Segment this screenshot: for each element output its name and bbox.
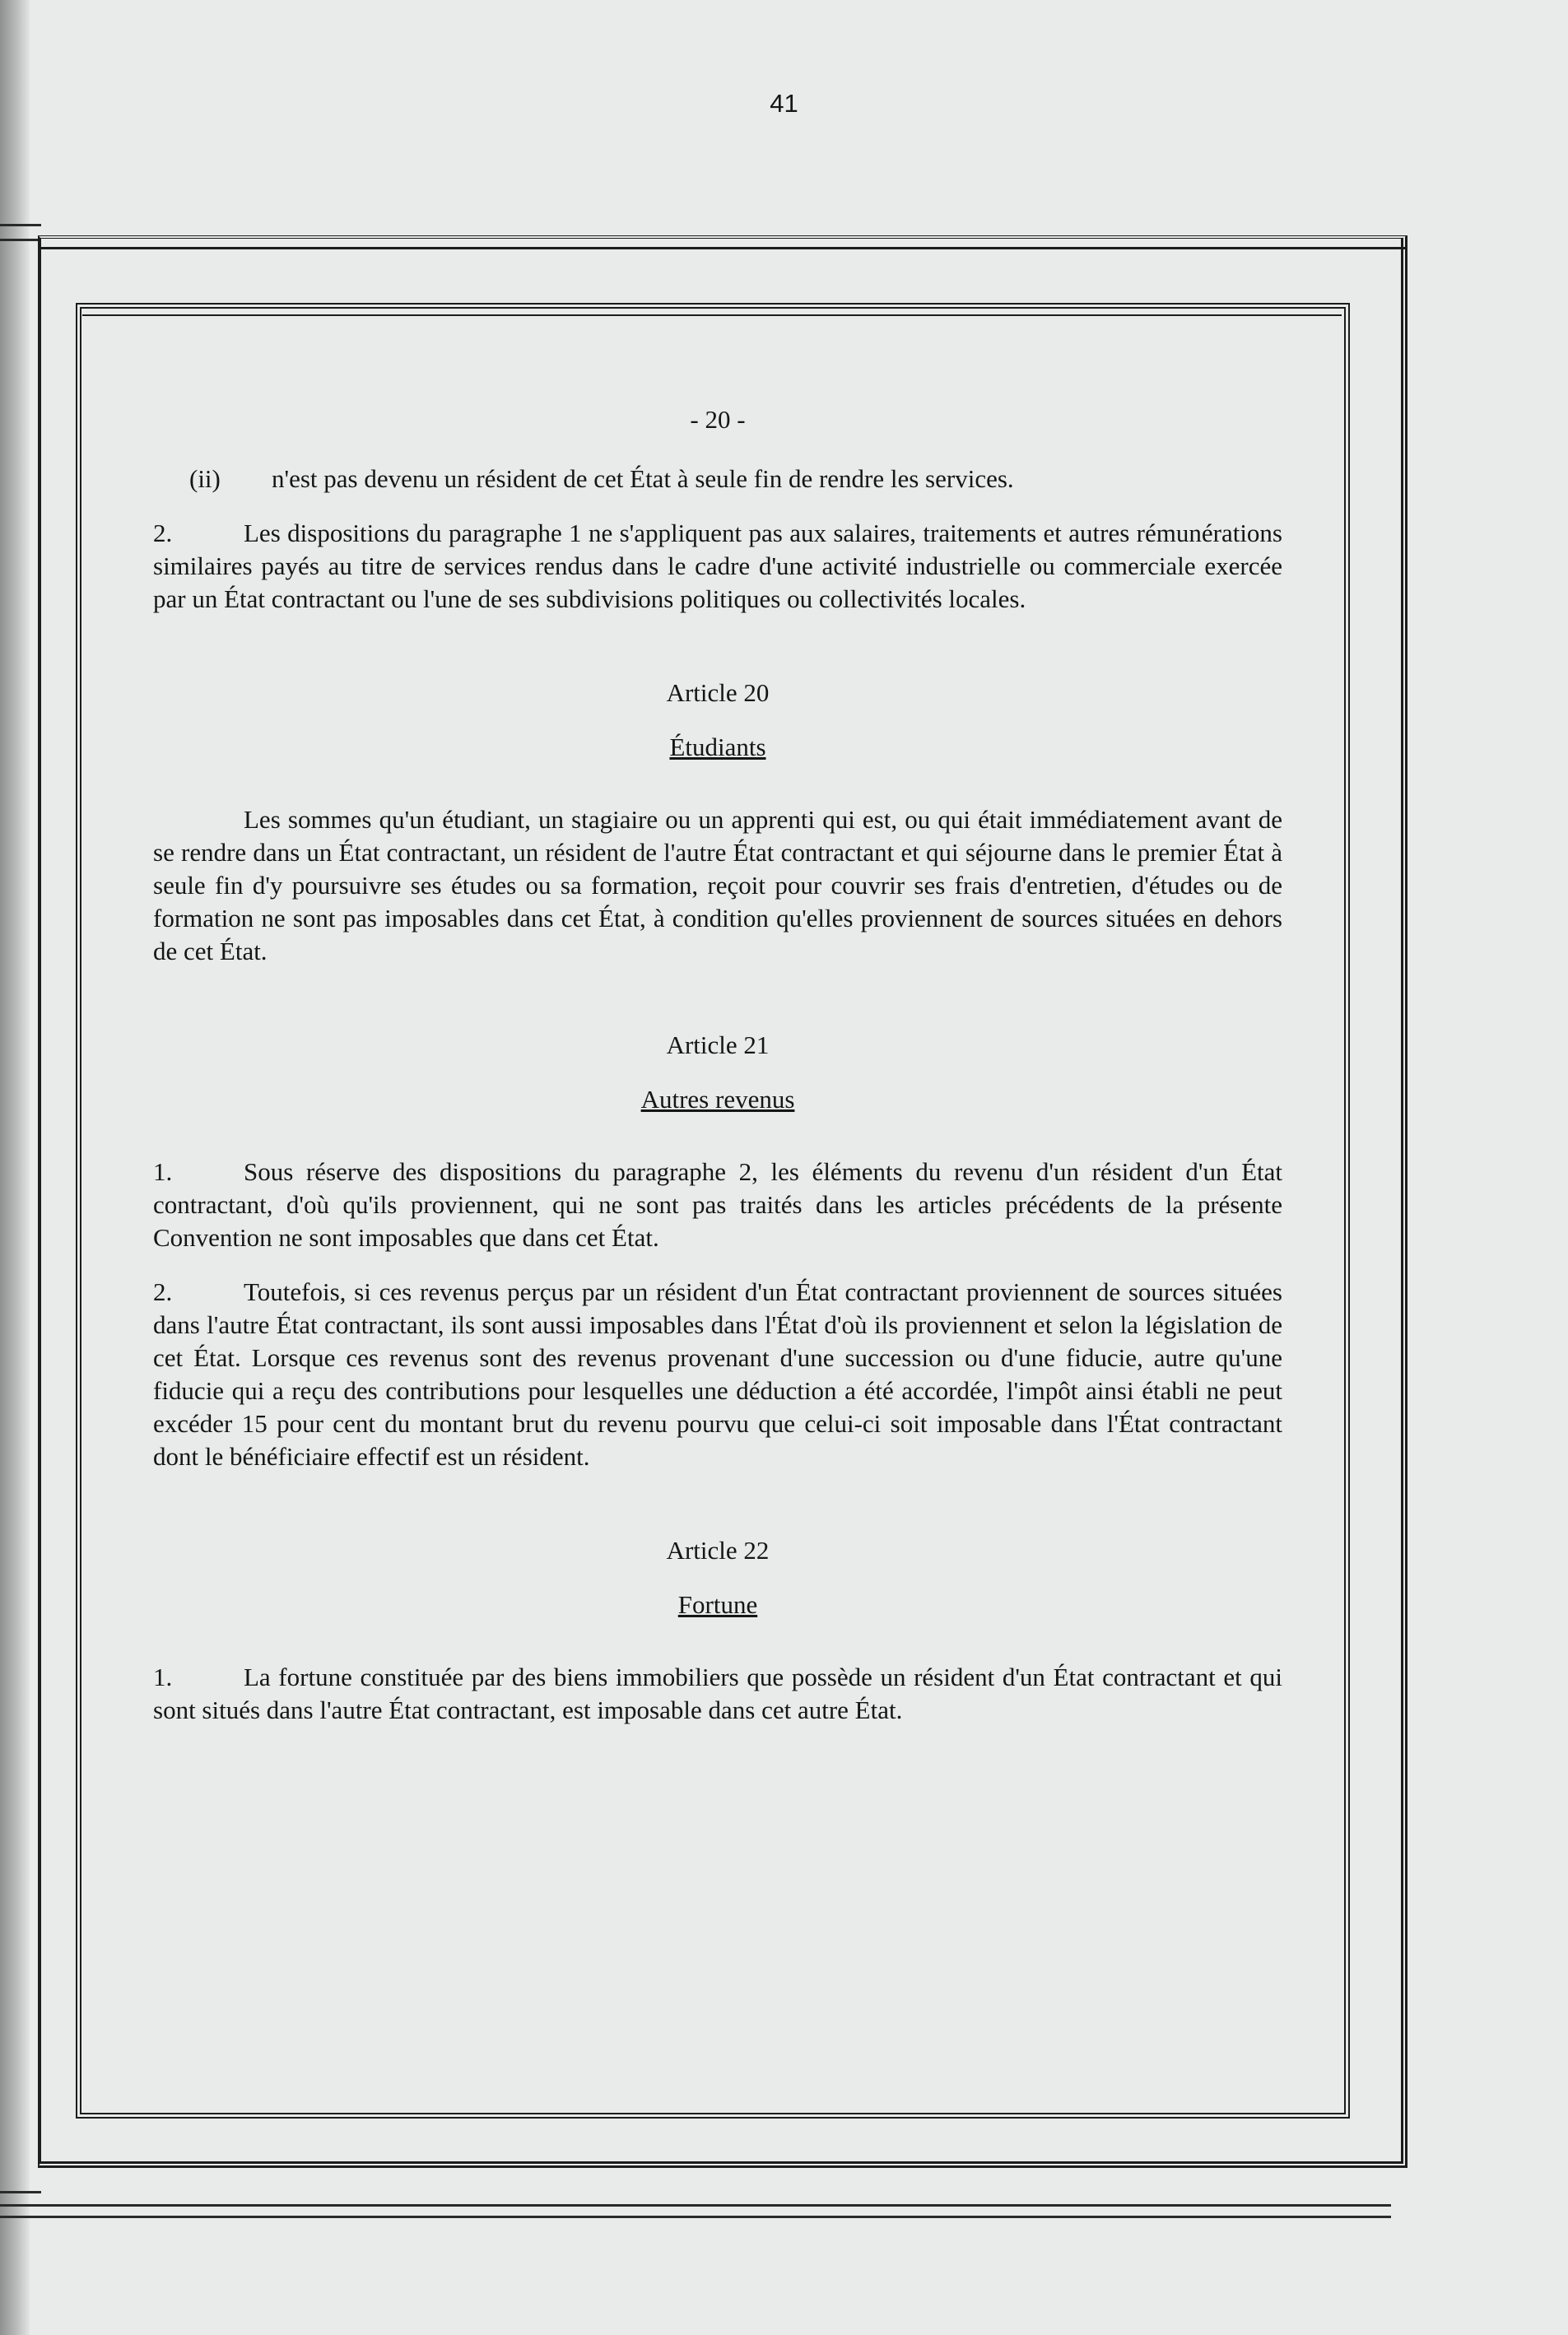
paragraph-text: Les sommes qu'un étudiant, un stagiaire ou un apprenti qui est, ou qui était immédiatement avant de se rendre dans un État contractant, un résident de l'autre État contractant et qui séjourne dans le premier État à seule fin d'y poursuivre ses études ou sa formation, reçoit pour couvrir ses frais d'entretien, d'études ou de formation ne sont pas imposables dans cet État, à condition qu'elles proviennent de sources situées en dehors de cet État. — [153, 805, 1282, 965]
binding-rule — [0, 2216, 1391, 2218]
paragraph-text: Les dispositions du paragraphe 1 ne s'appliquent pas aux salaires, traitements et autres rémunérations similaires payés au titre de services rendus dans le cadre d'une activité industrielle ou commerciale exercée par un État contractant ou l'une de ses subdivisions politiques ou collectivités locales. — [153, 519, 1282, 613]
paragraph-text: Toutefois, si ces revenus perçus par un résident d'un État contractant proviennent de sources situées dans l'autre État contractant, ils sont aussi imposables dans l'État d'où ils proviennent et selon la législation de cet État. Lorsque ces revenus sont des revenus provenant d'une succession ou d'une fiducie, autre qu'une fiducie qui a reçu des contributions pour lesquelles une déduction a été accordée, l'impôt ainsi établi ne peut excéder 15 pour cent du montant brut du revenu pourvu que celui-ci soit imposable dans l'État contractant dont le bénéficiaire effectif est un résident. — [153, 1277, 1282, 1471]
article-21-paragraph-2 — [153, 1276, 1282, 1473]
paragraph-number: 1. — [153, 1663, 173, 1691]
list-item-text: n'est pas devenu un résident de cet État à seule fin de rendre les services. — [272, 464, 1014, 493]
paragraph-number: 2. — [153, 1277, 173, 1306]
list-item-ii — [153, 463, 1282, 495]
binding-rule — [0, 239, 41, 241]
outer-frame-rule — [38, 247, 1407, 249]
inner-page-number: - 20 - — [690, 405, 746, 434]
paragraph-number: 2. — [153, 519, 173, 547]
binding-rule — [0, 224, 41, 226]
article-22-paragraph-1 — [153, 1661, 1282, 1727]
paragraph-text: La fortune constituée par des biens immobiliers que possède un résident d'un État contractant et qui sont situés dans l'autre État contractant, est imposable dans cet autre État. — [153, 1663, 1282, 1724]
binding-rule — [0, 2204, 1391, 2207]
binding-rule — [0, 2191, 41, 2193]
paragraph-text: Sous réserve des dispositions du paragraphe 2, les éléments du revenu d'un résident d'un État contractant, d'où qu'ils proviennent, qui ne sont pas traités dans les articles précédents de la présente Convention ne sont imposables que dans cet État. — [153, 1157, 1282, 1252]
paragraph-number: 1. — [153, 1157, 173, 1186]
outer-page-number: 41 — [770, 89, 798, 118]
article-22-subtitle: Fortune — [677, 1590, 758, 1619]
article-21-subtitle: Autres revenus — [640, 1085, 795, 1114]
paragraph-2 — [153, 517, 1282, 616]
inner-frame-rule — [82, 314, 1342, 316]
page-binding-shadow — [0, 0, 30, 2335]
article-20-paragraph — [153, 803, 1282, 968]
list-item-label: (ii) — [189, 464, 221, 493]
article-22-title: Article 22 — [666, 1536, 770, 1565]
article-21-paragraph-1 — [153, 1156, 1282, 1254]
article-21-title: Article 21 — [666, 1030, 770, 1059]
document-body — [153, 403, 1282, 1748]
article-20-subtitle: Étudiants — [669, 733, 766, 761]
article-20-title: Article 20 — [666, 678, 770, 707]
